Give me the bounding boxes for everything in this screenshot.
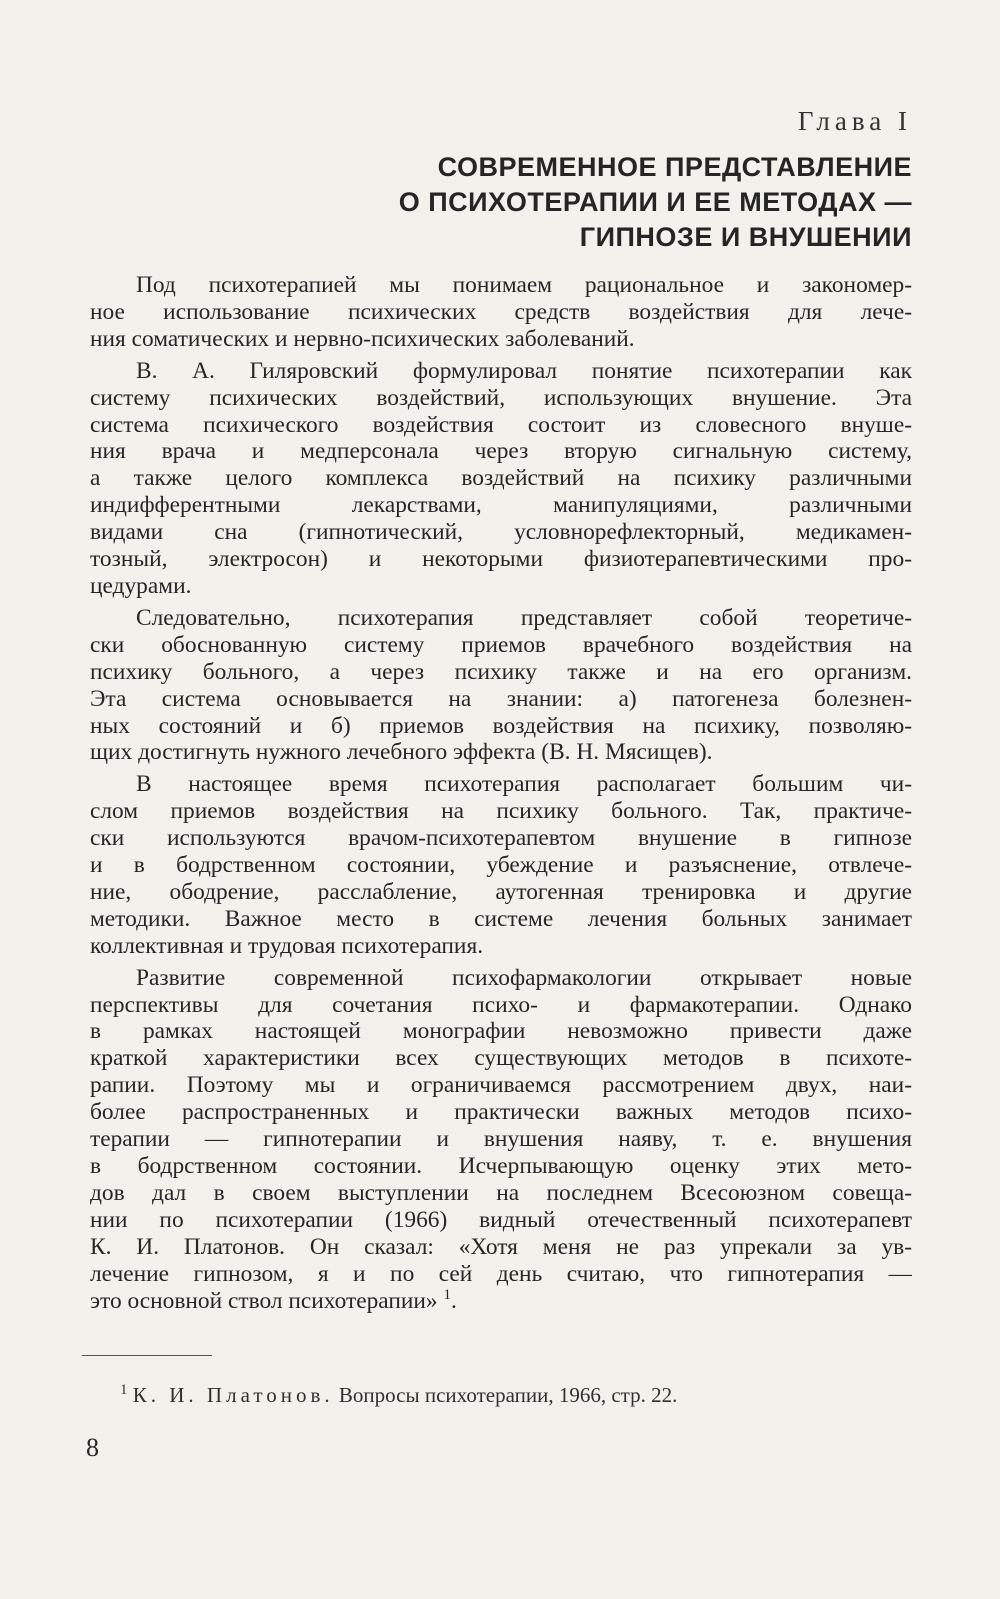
text-line: дов дал в своем выступлении на последнем Всесоюзном совеща- xyxy=(90,1179,912,1206)
text-line-with-footnote xyxy=(90,1288,912,1315)
footnote-author: К. И. Платонов. xyxy=(132,1383,334,1407)
chapter-title-line: О ПСИХОТЕРАПИИ И ЕЕ МЕТОДАХ — xyxy=(398,187,912,217)
page-number: 8 xyxy=(86,1433,99,1462)
footnote-divider xyxy=(82,1355,212,1356)
text-line: более распространенных и практически важных методов психо- xyxy=(90,1099,912,1126)
text-line: слом приемов воздействия на психику больного. Так, практиче- xyxy=(90,798,912,825)
chapter-label: Глава I xyxy=(797,106,912,136)
text-line: систему психических воздействий, использующих внушение. Эта xyxy=(90,384,912,411)
text-line: а также целого комплекса воздействий на психику различными xyxy=(90,465,912,492)
text-line: щих достигнуть нужного лечебного эффекта (В. Н. Мясищев). xyxy=(90,739,713,766)
text-line: ния врача и медперсонала через вторую сигнальную систему, xyxy=(90,438,912,465)
text-line: это основной ствол психотерапии» xyxy=(90,1287,438,1314)
footnote-mark: 1 xyxy=(120,1382,128,1398)
footnote-reference[interactable]: 1 xyxy=(443,1287,451,1303)
footnote-text: Вопросы психотерапии, 1966, стр. 22. xyxy=(338,1383,678,1407)
chapter-title-line: СОВРЕМЕННОЕ ПРЕДСТАВЛЕНИЕ xyxy=(437,152,912,182)
text-line: лечение гипнозом, я и по сей день считаю, что гипнотерапия — xyxy=(90,1260,912,1287)
text-line: К. И. Платонов. Он сказал: «Хотя меня не раз упрекали за ув- xyxy=(90,1233,912,1260)
paragraph xyxy=(90,358,912,600)
paragraph xyxy=(90,771,912,959)
paragraph xyxy=(90,605,912,766)
paragraph xyxy=(90,272,912,353)
chapter-title-line: ГИПНОЗЕ И ВНУШЕНИИ xyxy=(579,222,912,252)
sentence-end: . xyxy=(450,1287,457,1314)
text-line: индифферентными лекарствами, манипуляциями, различными xyxy=(90,492,912,519)
text-line: перспективы для сочетания психо- и фармакотерапии. Однако xyxy=(90,991,912,1018)
text-line: цедурами. xyxy=(90,572,192,599)
text-line: В настоящее время психотерапия располагает большим чи- xyxy=(136,771,912,798)
text-line: Под психотерапией мы понимаем рациональное и закономер- xyxy=(136,272,912,298)
text-line: терапии — гипнотерапии и внушения наяву, т. е. внушения xyxy=(90,1126,912,1153)
text-line: Следовательно, психотерапия представляет собой теоретиче- xyxy=(136,604,912,631)
text-line: ски используются врачом-психотерапевтом внушение в гипнозе xyxy=(90,825,912,852)
text-line: ски обоснованную систему приемов врачебного воздействия на xyxy=(90,631,912,658)
text-line: ние, ободрение, расслабление, аутогенная тренировка и другие xyxy=(90,878,912,905)
text-line: видами сна (гипнотический, условнорефлекторный, медикамен- xyxy=(90,519,912,546)
text-line: тозный, электросон) и некоторыми физиотерапевтическими про- xyxy=(90,546,912,573)
text-line: система психического воздействия состоит из словесного внуше- xyxy=(90,411,912,438)
text-line: ное использование психических средств воздействия для лече- xyxy=(90,298,912,325)
text-line: коллективная и трудовая психотерапия. xyxy=(90,932,484,959)
text-line: рапии. Поэтому мы и ограничиваемся рассмотрением двух, наи- xyxy=(90,1072,912,1099)
text-line: ных состояний и б) приемов воздействия на психику, позволяю- xyxy=(90,712,912,739)
text-line: нии по психотерапии (1966) видный отечественный психотерапевт xyxy=(90,1206,912,1233)
text-line: в бодрственном состоянии. Исчерпывающую оценку этих мето- xyxy=(90,1153,912,1179)
text-line: Эта система основывается на знании: а) патогенеза болезнен- xyxy=(90,685,912,712)
text-line: Развитие современной психофармакологии открывает новые xyxy=(136,964,912,991)
text-line: ния соматических и нервно-психических заболеваний. xyxy=(90,325,635,352)
paragraph xyxy=(90,965,912,1315)
text-line: краткой характеристики всех существующих методов в психоте- xyxy=(90,1045,912,1072)
text-line: В. А. Гиляровский формулировал понятие психотерапии как xyxy=(136,357,912,384)
chapter-title xyxy=(152,150,912,255)
footnote xyxy=(120,1382,677,1408)
text-line: в рамках настоящей монографии невозможно привести даже xyxy=(90,1018,912,1045)
text-line: и в бодрственном состоянии, убеждение и разъяснение, отвлече- xyxy=(90,852,912,879)
body-text xyxy=(90,272,912,1319)
text-line: психику больного, а через психику также и на его организм. xyxy=(90,658,912,685)
text-line: методики. Важное место в системе лечения больных занимает xyxy=(90,905,912,932)
